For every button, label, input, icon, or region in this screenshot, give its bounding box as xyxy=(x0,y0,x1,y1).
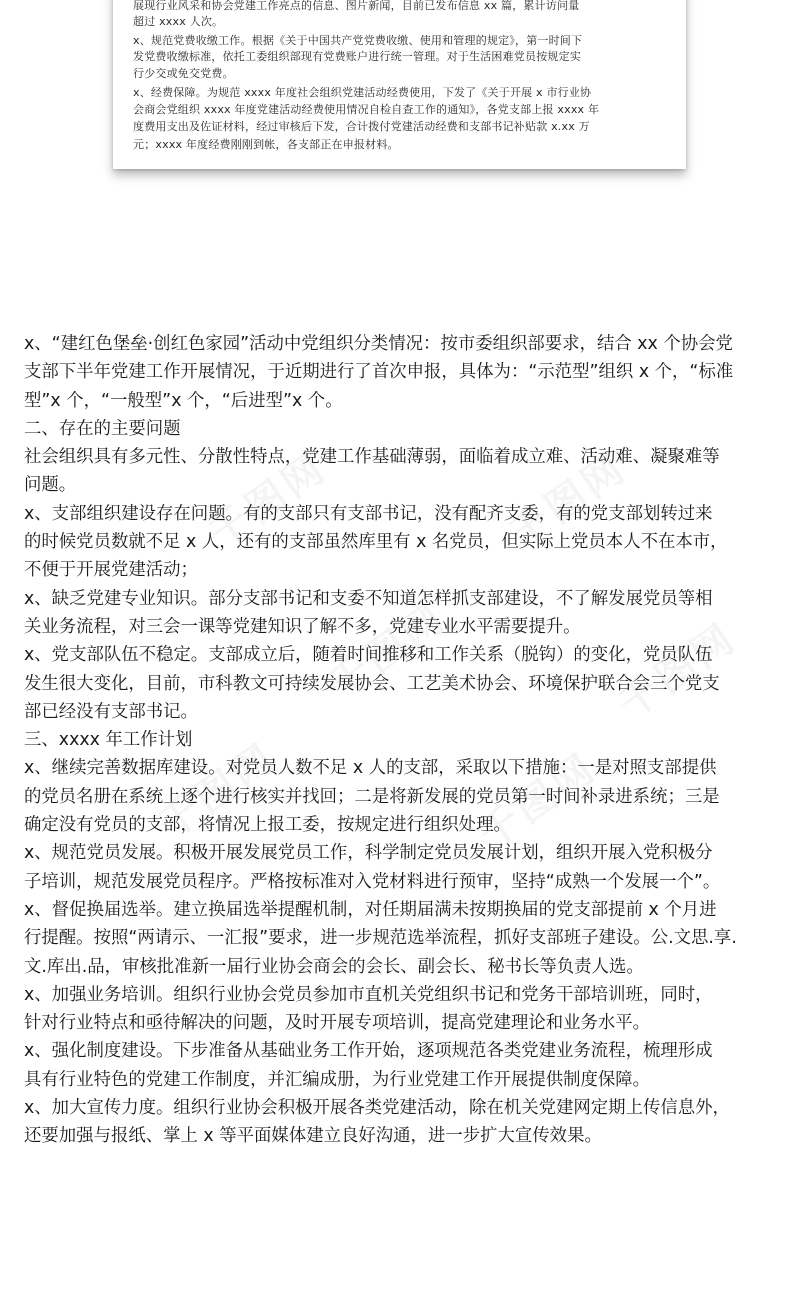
paragraph-line: x、强化制度建设。下步准备从基础业务工作开始，逐项规范各类党建业务流程，梳理形成 xyxy=(24,1041,713,1062)
paragraph-line: 行提醒。按照“两请示、一汇报”要求，进一步规范选举流程，抓好支部班子建设。公.文思.享. xyxy=(24,928,737,949)
paragraph-line: x、督促换届选举。建立换届选举提醒机制，对任期届满未按期换届的党支部提前 x 个月进 xyxy=(24,899,717,920)
paragraph-line: 文.库出.品，审核批准新一届行业协会商会的会长、副会长、秘书长等负责人选。 xyxy=(24,956,644,977)
paragraph-line: x、“建红色堡垒·创红色家园”活动中党组织分类情况：按市委组织部要求，结合 xx 个协会党 xyxy=(24,334,733,354)
preview-line: 度费用支出及佐证材料，经过审核后下发，合计拨付党建活动经费和支部书记补贴款 x.xx 万 xyxy=(133,120,590,133)
preview-line: 行少交或免交党费。 xyxy=(133,67,234,80)
paragraph-line: 支部下半年党建工作开展情况，于近期进行了首次申报，具体为：“示范型”组织 x 个，“标准 xyxy=(24,362,734,383)
section-heading: 三、xxxx 年工作计划 xyxy=(24,730,193,751)
paragraph-line: x、缺乏党建专业知识。部分支部书记和支委不知道怎样抓支部建设，不了解发展党员等相 xyxy=(24,588,713,609)
paragraph-line: 不便于开展党建活动； xyxy=(24,560,198,581)
paragraph-line: 还要加强与报纸、掌上 x 等平面媒体建立良好沟通，进一步扩大宣传效果。 xyxy=(24,1126,602,1147)
paragraph-line: x、加强业务培训。组织行业协会党员参加市直机关党组织书记和党务干部培训班，同时， xyxy=(24,984,713,1005)
preview-line: 元；xxxx 年度经费刚刚到帐，各支部正在申报材料。 xyxy=(133,138,399,151)
paragraph-line: x、规范党员发展。积极开展发展党员工作，科学制定党员发展计划，组织开展入党积极分 xyxy=(24,843,713,864)
document-preview-card xyxy=(113,0,686,169)
paragraph-line: x、加大宣传力度。组织行业协会积极开展各类党建活动，除在机关党建网定期上传信息外， xyxy=(24,1098,730,1119)
paragraph-line: 问题。 xyxy=(24,475,77,496)
paragraph-line: x、党支部队伍不稳定。支部成立后，随着时间推移和工作关系（脱钩）的变化，党员队伍 xyxy=(24,645,713,666)
preview-line: 展现行业风采和协会党建工作亮点的信息、图片新闻，目前已发布信息 xx 篇，累计访问量 xyxy=(133,0,580,12)
paragraph-line: x、继续完善数据库建设。对党员人数不足 x 人的支部，采取以下措施：一是对照支部提供 xyxy=(24,758,717,779)
paragraph-line: 部已经没有支部书记。 xyxy=(24,701,198,722)
paragraph-line: 关业务流程，对三会一课等党建知识了解不多，党建专业水平需要提升。 xyxy=(24,616,581,637)
preview-line: 会商会党组织 xxxx 年度党建活动经费使用情况自检自查工作的通知》，各党支部上报 xxxx 年 xyxy=(133,103,600,116)
document-body xyxy=(24,330,780,1151)
preview-line: x、经费保障。为规范 xxxx 年度社会组织党建活动经费使用，下发了《关于开展 x 市行业协 xyxy=(133,86,592,99)
preview-line: 发党费收缴标准，依托工委组织部现有党费账户进行统一管理。对于生活困难党员按规定实 xyxy=(133,50,581,63)
section-heading: 二、存在的主要问题 xyxy=(24,418,181,439)
paragraph-line: 社会组织具有多元性、分散性特点，党建工作基础薄弱，面临着成立难、活动难、凝聚难等 xyxy=(24,447,720,468)
paragraph-line: 具有行业特色的党建工作制度，并汇编成册，为行业党建工作开展提供制度保障。 xyxy=(24,1069,651,1090)
paragraph-line: 针对行业特点和亟待解决的问题，及时开展专项培训，提高党建理论和业务水平。 xyxy=(24,1013,651,1034)
paragraph-line: 发生很大变化，目前，市科教文可持续发展协会、工艺美术协会、环境保护联合会三个党支 xyxy=(24,673,720,694)
paragraph-line: 型”x 个，“一般型”x 个，“后进型”x 个。 xyxy=(24,390,343,411)
preview-line: x、规范党费收缴工作。根据《关于中国共产党党费收缴、使用和管理的规定》，第一时间下 xyxy=(133,34,583,47)
paragraph-line: 确定没有党员的支部，将情况上报工委，按规定进行组织处理。 xyxy=(24,815,511,836)
paragraph-line: x、支部组织建设存在问题。有的支部只有支部书记，没有配齐支委，有的党支部划转过来 xyxy=(24,503,713,524)
paragraph-line: 的时候党员数就不足 x 人，还有的支部虽然库里有 x 名党员，但实际上党员本人不在本市， xyxy=(24,532,728,553)
paragraph-line: 子培训，规范发展党员程序。严格按标准对入党材料进行预审，坚持“成熟一个发展一个”。 xyxy=(24,871,721,892)
preview-line: 超过 xxxx 人次。 xyxy=(133,15,224,28)
paragraph-line: 的党员名册在系统上逐个进行核实并找回；二是将新发展的党员第一时间补录进系统；三是 xyxy=(24,786,720,807)
